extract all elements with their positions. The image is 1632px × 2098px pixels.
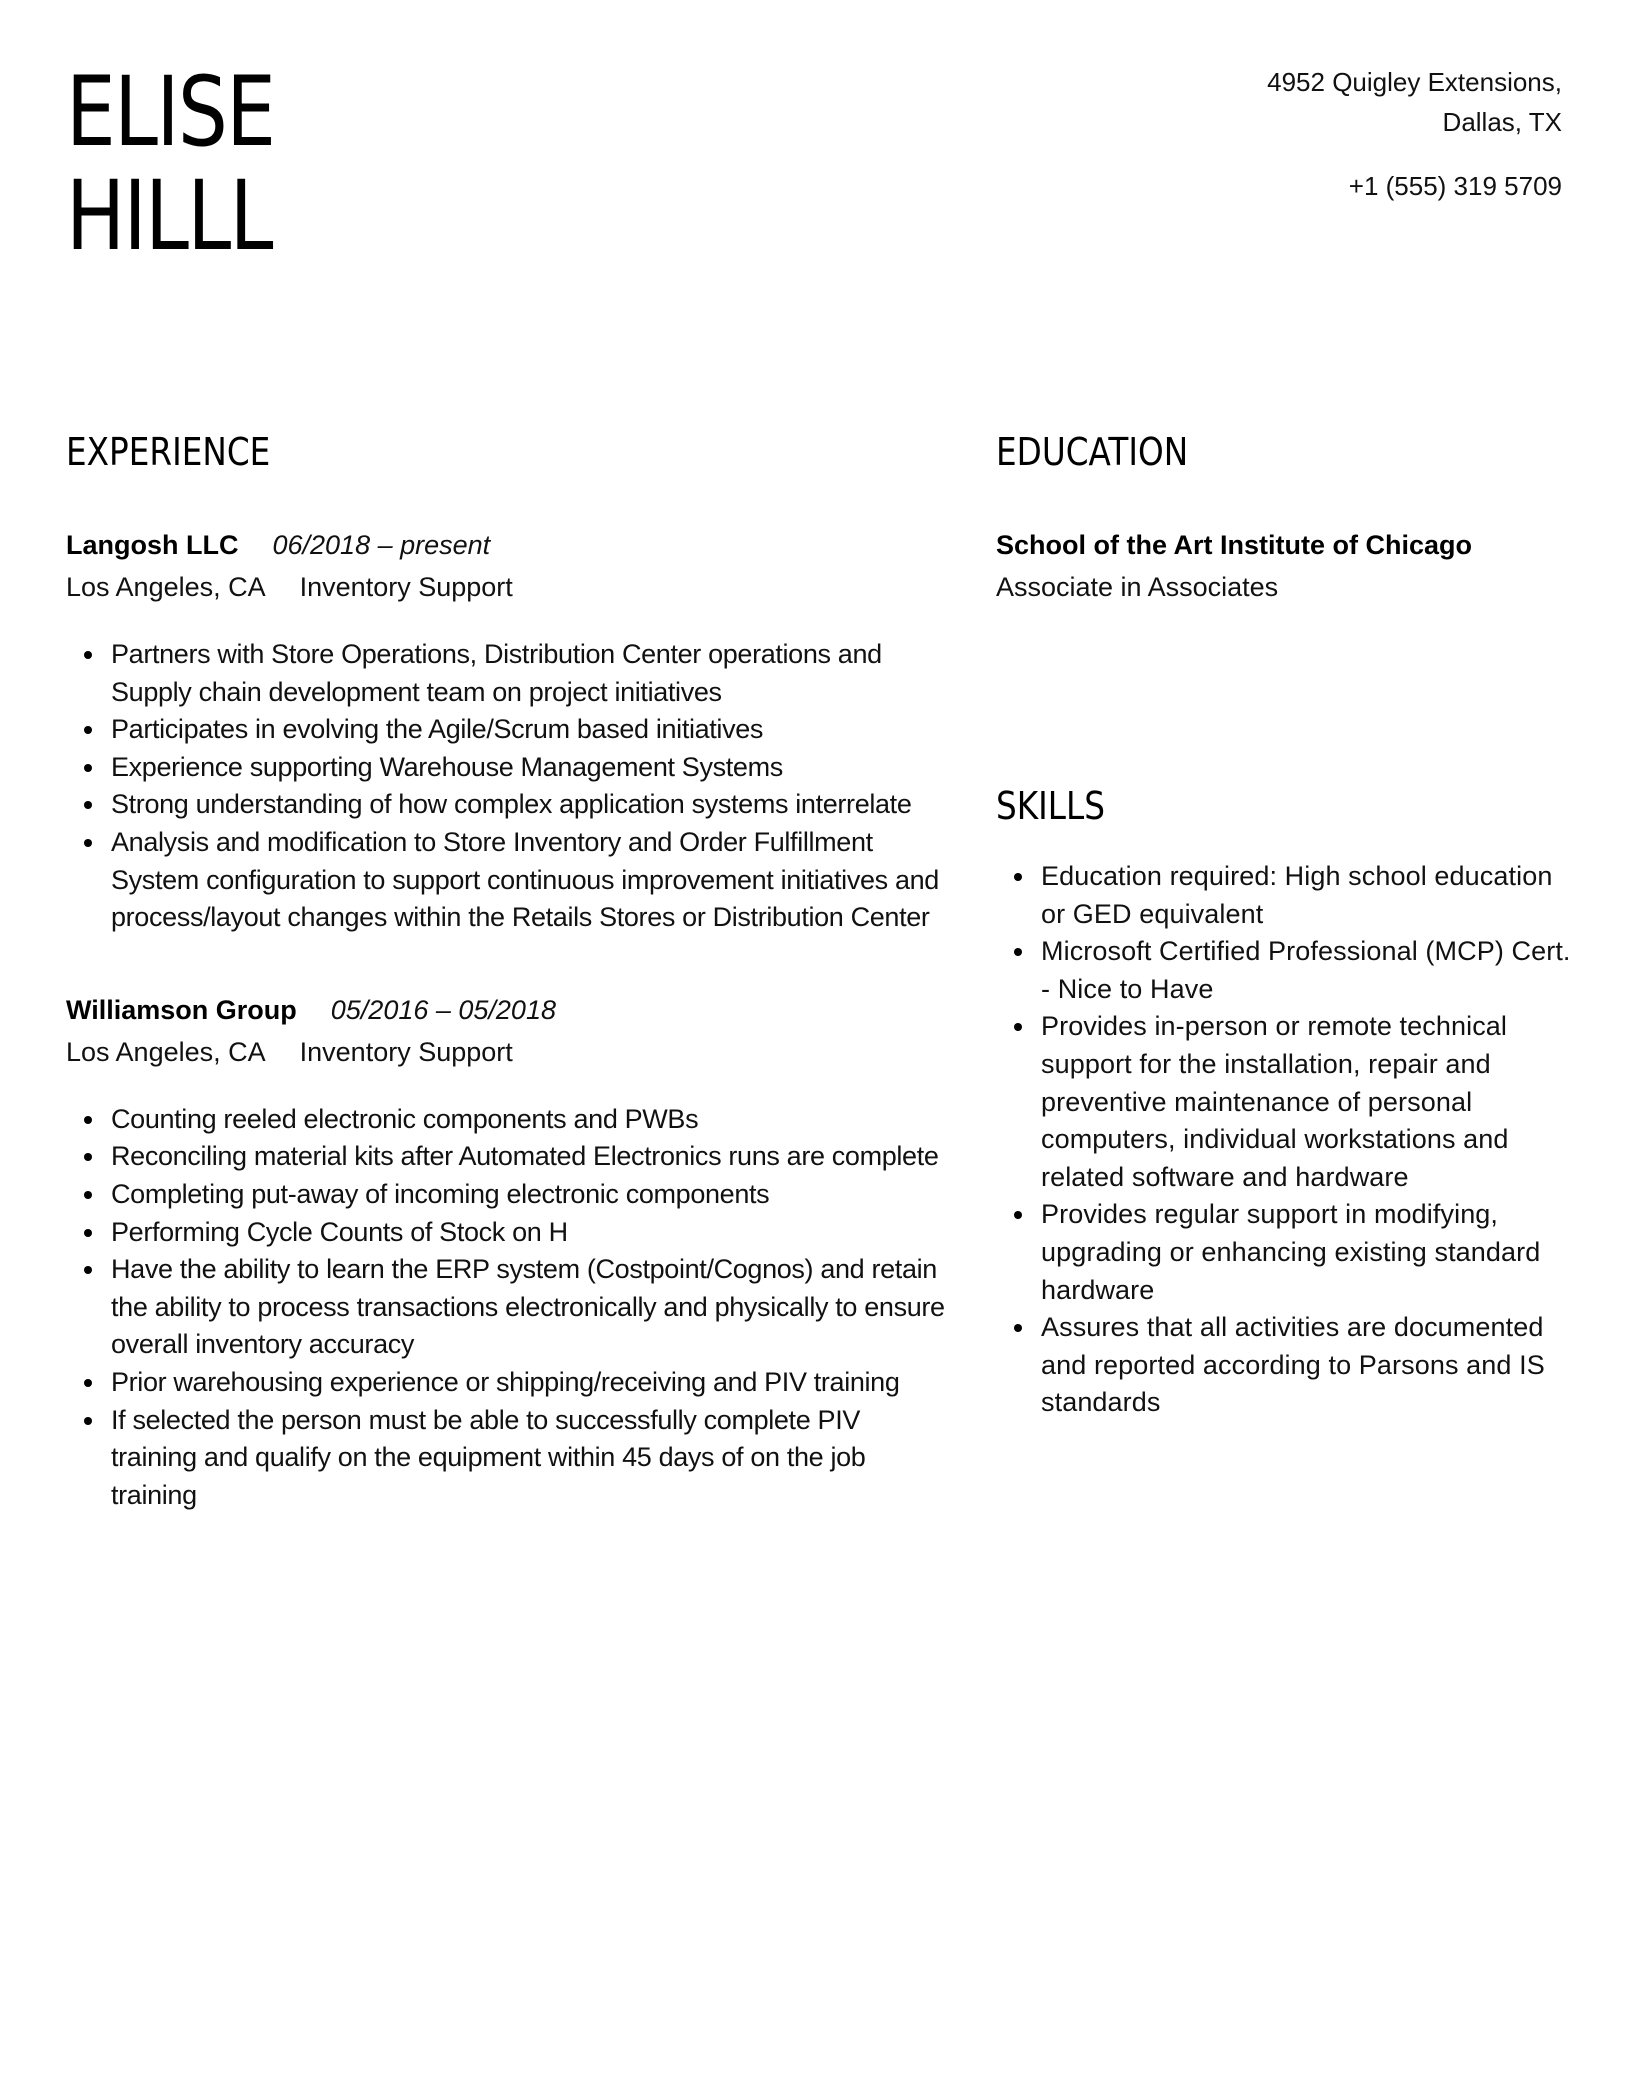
first-name: ELISE [66, 56, 275, 168]
job-entry [66, 524, 946, 937]
skills-section [996, 782, 1576, 1422]
bullet-icon [84, 1229, 92, 1237]
candidate-name [66, 56, 275, 272]
skill-text: Provides regular support in modifying, upgrading or enhancing existing standard hardware [1041, 1199, 1541, 1305]
list-item [66, 1402, 946, 1515]
bullet-text: Performing Cycle Counts of Stock on H [111, 1216, 568, 1247]
school-name: School of the Art Institute of Chicago [996, 530, 1472, 560]
bullet-text: Completing put-away of incoming electronic components [111, 1178, 770, 1209]
degree: Associate in Associates [996, 572, 1279, 602]
list-item [66, 636, 946, 711]
list-item [66, 1214, 946, 1252]
right-column [996, 428, 1576, 1422]
job-location: Los Angeles, CA [66, 572, 266, 602]
experience-section [66, 428, 946, 1514]
list-item [66, 824, 946, 937]
bullet-icon [1014, 948, 1022, 956]
bullet-icon [84, 651, 92, 659]
list-item [66, 1364, 946, 1402]
skills-heading: SKILLS [996, 784, 1105, 828]
list-item [66, 1251, 946, 1364]
experience-heading: EXPERIENCE [66, 430, 271, 474]
bullet-icon [84, 1417, 92, 1425]
bullet-text: Counting reeled electronic components and PWBs [111, 1103, 699, 1134]
list-item [66, 749, 946, 787]
bullet-icon [1014, 1211, 1022, 1219]
address-line-2: Dallas, TX [1442, 107, 1562, 137]
bullet-text: If selected the person must be able to successfully complete PIV training and qualify on the equipment within 45 days of on the job training [111, 1404, 866, 1510]
bullet-text: Prior warehousing experience or shipping/receiving and PIV training [111, 1366, 900, 1397]
bullet-text: Strong understanding of how complex application systems interrelate [111, 789, 912, 820]
bullet-icon [1014, 873, 1022, 881]
bullet-text: Reconciling material kits after Automated Electronics runs are complete [111, 1141, 939, 1172]
bullet-icon [84, 1116, 92, 1124]
job-location: Los Angeles, CA [66, 1036, 266, 1067]
job-subheader [66, 566, 946, 608]
job-title: Inventory Support [299, 572, 513, 602]
bullet-text: Analysis and modification to Store Inventory and Order Fulfillment System configuration to support continuous improvement initiatives and process/layout changes within the Retails Stores or Distribution Center [111, 826, 939, 933]
list-item [996, 858, 1576, 933]
bullet-icon [84, 1266, 92, 1274]
job-dates: 06/2018 – present [272, 530, 491, 560]
company-name: Langosh LLC [66, 530, 239, 560]
bullet-text: Participates in evolving the Agile/Scrum based initiatives [111, 714, 764, 745]
bullet-icon [84, 1153, 92, 1161]
list-item [66, 1101, 946, 1139]
company-name: Williamson Group [66, 994, 297, 1025]
list-item [66, 786, 946, 824]
skill-text: Microsoft Certified Professional (MCP) Cert. - Nice to Have [1041, 936, 1571, 1004]
skill-text: Education required: High school education or GED equivalent [1041, 861, 1553, 929]
job-subheader [66, 1031, 946, 1073]
last-name: HILLL [66, 160, 272, 272]
skills-list [996, 858, 1576, 1422]
education-entry [996, 524, 1576, 608]
address-line-1: 4952 Quigley Extensions, [1267, 67, 1562, 97]
list-item [996, 1196, 1576, 1309]
education-heading: EDUCATION [996, 430, 1189, 474]
list-item [996, 1309, 1576, 1422]
education-section [996, 428, 1576, 608]
bullet-icon [1014, 1324, 1022, 1332]
job-dates: 05/2016 – 05/2018 [330, 994, 556, 1025]
job-title: Inventory Support [299, 1036, 513, 1067]
contact-info [1267, 62, 1562, 206]
phone-number: +1 (555) 319 5709 [1348, 171, 1562, 201]
list-item [66, 1176, 946, 1214]
job-header [66, 524, 946, 566]
bullet-icon [84, 839, 92, 847]
bullet-icon [84, 1379, 92, 1387]
list-item [66, 1138, 946, 1176]
bullet-text: Have the ability to learn the ERP system (Costpoint/Cognos) and retain the ability to process transactions electronically and physically to ensure overall inventory accuracy [111, 1254, 945, 1360]
job-bullets [66, 636, 946, 937]
skill-text: Assures that all activities are documented and reported according to Parsons and IS standards [1041, 1312, 1545, 1418]
bullet-icon [1014, 1023, 1022, 1031]
bullet-icon [84, 1191, 92, 1199]
bullet-icon [84, 726, 92, 734]
job-entry [66, 989, 946, 1515]
list-item [996, 933, 1576, 1008]
list-item [66, 711, 946, 749]
list-item [996, 1008, 1576, 1196]
job-bullets [66, 1101, 946, 1515]
bullet-icon [84, 764, 92, 772]
bullet-text: Partners with Store Operations, Distribution Center operations and Supply chain development team on project initiatives [111, 639, 882, 707]
job-header [66, 989, 946, 1031]
skill-text: Provides in-person or remote technical support for the installation, repair and preventive maintenance of personal computers, individual workstations and related software and hardware [1041, 1011, 1509, 1192]
bullet-text: Experience supporting Warehouse Management Systems [111, 751, 783, 782]
bullet-icon [84, 801, 92, 809]
